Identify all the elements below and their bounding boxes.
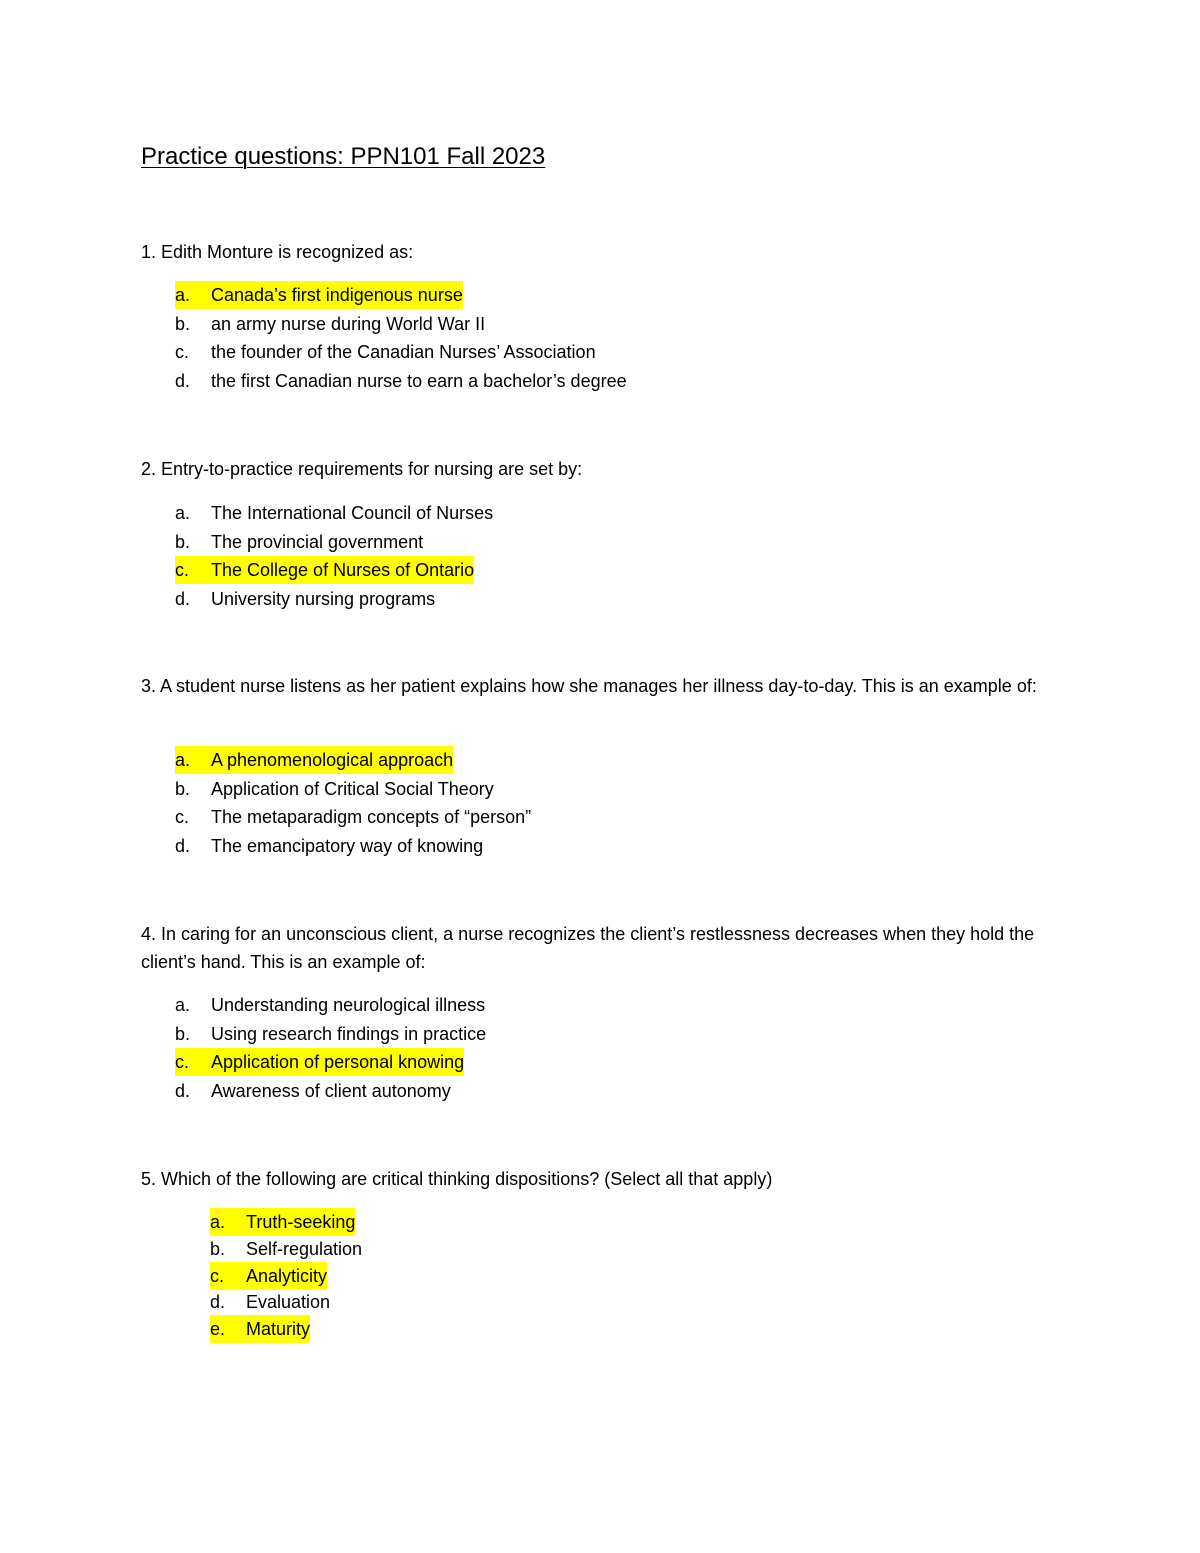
- option-4d: [175, 1077, 486, 1106]
- option-letter: b.: [210, 1238, 226, 1259]
- option-letter: c.: [175, 342, 190, 362]
- option-text: The metaparadigm concepts of “person”: [211, 807, 532, 827]
- option-text: Application of personal knowing: [211, 1052, 465, 1072]
- option-letter: d.: [175, 588, 191, 609]
- option-text: Evaluation: [246, 1292, 331, 1313]
- option-letter: d.: [210, 1292, 226, 1313]
- question-4-options: [175, 991, 486, 1105]
- option-5d: [210, 1288, 362, 1315]
- option-letter: c.: [210, 1265, 225, 1286]
- option-1a: [175, 281, 627, 310]
- option-text: Application of Critical Social Theory: [211, 778, 494, 799]
- question-2-options: [175, 499, 493, 613]
- option-3b: [175, 775, 531, 804]
- option-1d: [175, 367, 627, 396]
- question-3-text: 3. A student nurse listens as her patient explains how she manages her illness day-to-day. This is an example of:: [141, 676, 1037, 696]
- option-text: Analyticity: [246, 1265, 328, 1286]
- option-text: The emancipatory way of knowing: [211, 835, 484, 856]
- question-5-text: 5. Which of the following are critical thinking dispositions? (Select all that apply): [141, 1169, 773, 1189]
- option-letter: b.: [175, 313, 191, 334]
- option-letter: a.: [175, 285, 191, 305]
- option-text: The International Council of Nurses: [211, 503, 494, 523]
- option-1b: [175, 310, 627, 339]
- option-1c: [175, 338, 627, 367]
- option-2b: [175, 528, 493, 557]
- option-text: an army nurse during World War II: [211, 313, 486, 334]
- option-letter: d.: [175, 1080, 191, 1101]
- option-letter: c.: [175, 807, 190, 827]
- option-4a: [175, 991, 486, 1020]
- option-text: A phenomenological approach: [211, 750, 454, 770]
- option-text: the first Canadian nurse to earn a bachelor’s degree: [211, 370, 627, 391]
- option-3d: [175, 832, 531, 861]
- option-5e: [210, 1315, 362, 1342]
- question-2-text: 2. Entry-to-practice requirements for nursing are set by:: [141, 459, 583, 479]
- option-text: Using research findings in practice: [211, 1023, 487, 1044]
- question-5-options: [210, 1208, 362, 1342]
- question-1-text: 1. Edith Monture is recognized as:: [141, 242, 414, 262]
- option-2a: [175, 499, 493, 528]
- option-letter: b.: [175, 1023, 191, 1044]
- option-text: the founder of the Canadian Nurses’ Association: [211, 342, 596, 362]
- option-text: Maturity: [246, 1319, 311, 1340]
- option-text: University nursing programs: [211, 588, 436, 609]
- option-letter: a.: [210, 1212, 226, 1232]
- option-text: The College of Nurses of Ontario: [211, 560, 475, 580]
- question-1-options: [175, 281, 627, 395]
- question-3-options: [175, 746, 531, 860]
- option-letter: d.: [175, 835, 191, 856]
- option-letter: a.: [175, 750, 191, 770]
- page-title: Practice questions: PPN101 Fall 2023: [141, 143, 546, 170]
- option-letter: b.: [175, 531, 191, 552]
- option-2c: [175, 556, 493, 585]
- option-letter: a.: [175, 995, 191, 1015]
- option-letter: b.: [175, 778, 191, 799]
- option-letter: c.: [175, 560, 190, 580]
- option-4c: [175, 1048, 486, 1077]
- option-letter: d.: [175, 370, 191, 391]
- question-4-text: 4. In caring for an unconscious client, a nurse recognizes the client’s restlessness decreases when they hold the client’s hand. This is an example of:: [141, 924, 1035, 972]
- option-text: Awareness of client autonomy: [211, 1080, 451, 1101]
- option-letter: e.: [210, 1319, 226, 1340]
- option-text: Self-regulation: [246, 1238, 363, 1259]
- option-3a: [175, 746, 531, 775]
- option-2d: [175, 585, 493, 614]
- option-letter: a.: [175, 503, 191, 523]
- option-3c: [175, 803, 531, 832]
- option-4b: [175, 1020, 486, 1049]
- option-letter: c.: [175, 1052, 190, 1072]
- option-text: Canada’s first indigenous nurse: [211, 285, 463, 305]
- option-text: Truth-seeking: [246, 1212, 356, 1232]
- option-5b: [210, 1235, 362, 1262]
- option-text: The provincial government: [211, 531, 424, 552]
- option-5a: [210, 1208, 362, 1235]
- option-5c: [210, 1262, 362, 1289]
- option-text: Understanding neurological illness: [211, 995, 486, 1015]
